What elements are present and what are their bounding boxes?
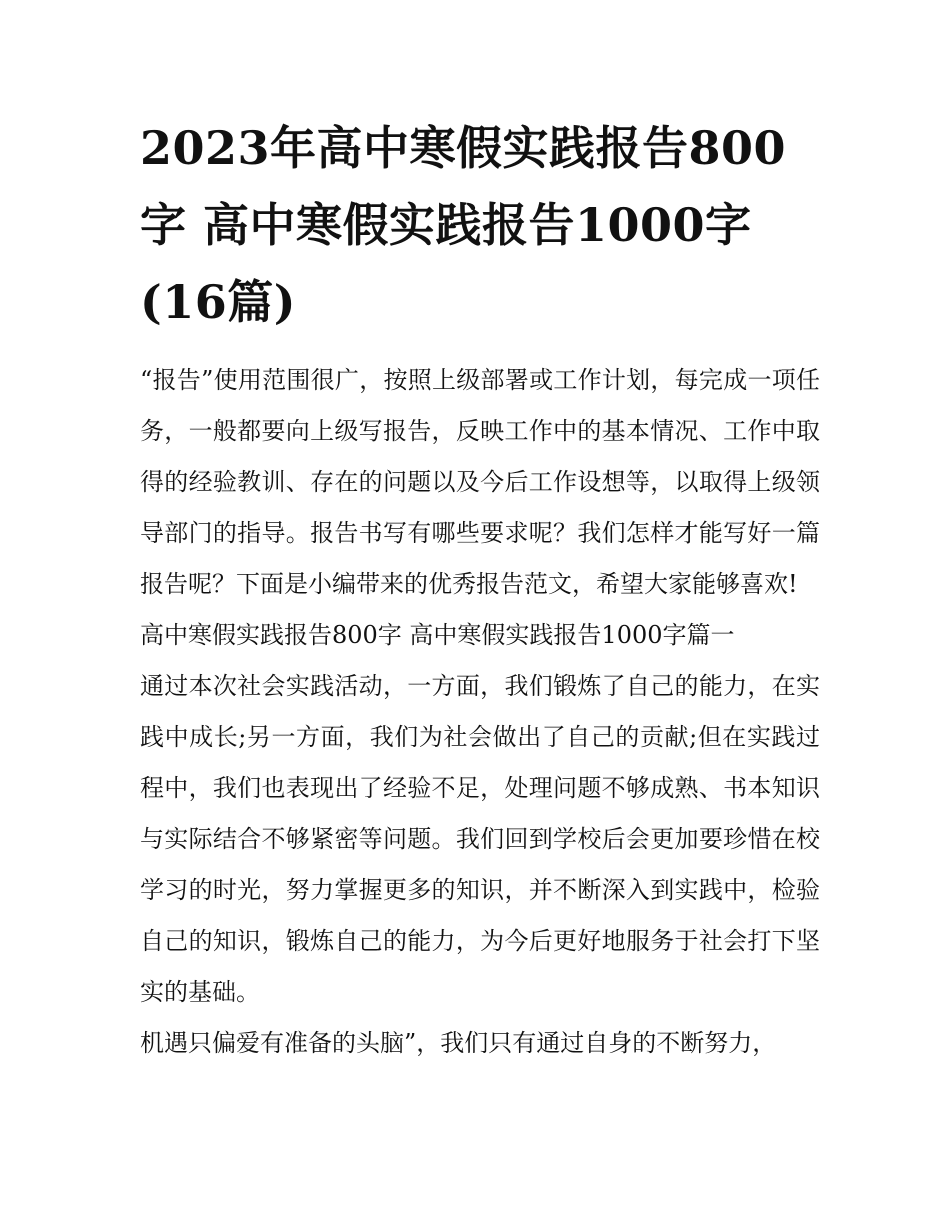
body-paragraph-2: 机遇只偏爱有准备的头脑”，我们只有通过自身的不断努力， <box>140 1029 777 1057</box>
document-title: 2023年高中寒假实践报告800字 高中寒假实践报告1000字(16篇) <box>140 121 787 329</box>
section-heading: 高中寒假实践报告800字 高中寒假实践报告1000字篇一 <box>140 621 735 649</box>
document-page <box>140 110 820 1069</box>
body-paragraph-1: 通过本次社会实践活动，一方面，我们锻炼了自己的能力，在实践中成长;另一方面，我们为社会做出了自己的贡献;但在实践过程中，我们也表现出了经验不足，处理问题不够成熟、书本知识与实际结合不够紧密等问题。我们回到学校后会更加要珍惜在校学习的时光，努力掌握更多的知识，并不断深入到实践中，检验自己的知识，锻炼自己的能力，为今后更好地服务于社会打下坚实的基础。 <box>140 672 820 1006</box>
intro-paragraph: “报告”使用范围很广，按照上级部署或工作计划，每完成一项任务，一般都要向上级写报告，反映工作中的基本情况、工作中取得的经验教训、存在的问题以及今后工作设想等，以取得上级领导部门的指导。报告书写有哪些要求呢？我们怎样才能写好一篇报告呢？下面是小编带来的优秀报告范文，希望大家能够喜欢! <box>140 366 820 598</box>
